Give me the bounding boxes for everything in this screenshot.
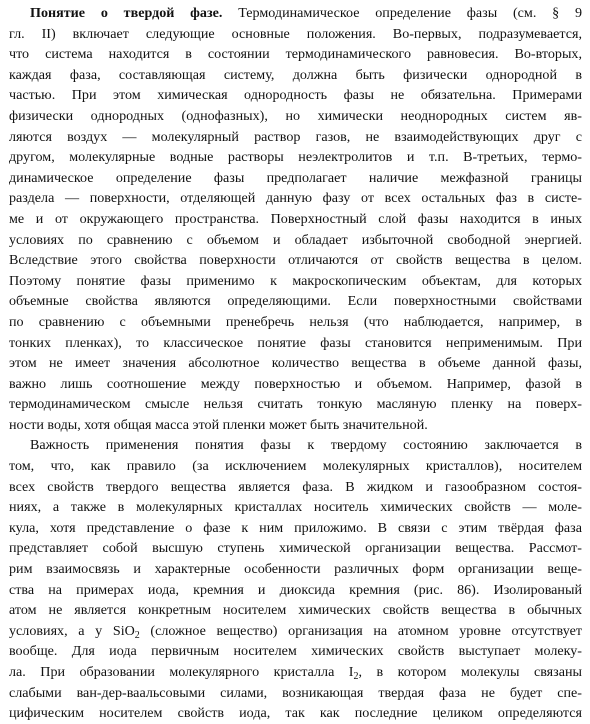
paragraph-2-line: цифическим носителем свойств иода, так как последние целиком определяются (9, 705, 582, 722)
paragraph-2-line-sio2 (9, 621, 582, 642)
sio2-formula-subscript: 2 (134, 629, 140, 641)
i2-line-before: ла. При образовании молекулярного кристалла I (9, 664, 354, 680)
sio2-formula-main: SiO (112, 622, 135, 639)
sio2-line-after: (сложное вещество) организация на атомном уровне отсутствует (139, 622, 582, 639)
paragraph-1-line: объемные свойства являются определяющими. Если поверхностными свойствами (9, 293, 582, 310)
sio2-formula (113, 623, 140, 639)
paragraph-1-line: Вследствие этого свойства поверхности отличаются от свойств вещества в целом. (9, 252, 582, 269)
paragraph-1-line: раздела — поверхности, отделяющей данную фазу от всех остальных фаз в систе- (9, 190, 582, 207)
i2-formula-subscript: 2 (353, 671, 359, 682)
paragraph-1-line: условиях по сравнению с объемом и обладает избыточной свободной энергией. (9, 231, 582, 248)
paragraph-1-last-line: ности воды, хотя общая масса этой пленки может быть значительной. (9, 416, 428, 433)
paragraph-2-line: всех свойств твердого вещества является фаза. В жидком и газообразном состоя- (9, 478, 582, 495)
paragraph-2-line: слабыми ван-дер-ваальсовыми силами, возникающая твердая фаза не будет спе- (9, 684, 582, 701)
paragraph-1-line: каждая фаза, составляющая систему, должна быть физически однородной в (9, 66, 582, 83)
paragraph-2-line: ниях, а также в молекулярных кристаллах носитель химических свойств — моле- (9, 499, 582, 516)
paragraph-1-line: важно лишь соотношение между поверхностью и объемом. Например, фазой в (9, 375, 582, 392)
paragraph-2-line: кула, хотя представление о фазе к ним приложимо. В связи с этим твёрдая фаза (9, 519, 582, 536)
paragraph-2-line-i2 (9, 662, 582, 683)
paragraph-1-line-1 (9, 3, 582, 24)
paragraph-1-line: Поэтому понятие фазы применимо к макроскопическим объектам, для которых (9, 272, 582, 289)
paragraph-1-line: термодинамическом смысле нельзя считать тонкую масляную пленку на поверх- (9, 396, 582, 413)
paragraph-1-line: физически однородных (однофазных), но химически неоднородных систем яв- (9, 107, 582, 124)
paragraph-1-line: по сравнению с объемными пренебречь нельзя (что наблюдается, например, в (9, 313, 582, 330)
paragraph-1-line: этом не имеет значения абсолютное количество вещества в объеме данной фазы, (9, 355, 582, 372)
paragraph-1-line: тонких пленках), то классическое понятие фазы становится неприменимым. При (9, 334, 582, 351)
i2-line-after: , в котором молекулы связаны (358, 664, 582, 680)
paragraph-1-line: другом, молекулярные водные растворы неэлектролитов и т.п. В-третьих, термо- (9, 149, 582, 166)
paragraph-1-line: ляются воздух — молекулярный раствор газов, не взаимодействующих друг с (9, 128, 582, 145)
paragraph-1-line: частью. При этом химическая однородность фазы не обязательна. Примерами (9, 87, 582, 104)
paragraph-2-line: представляет собой высшую ступень химической организации вещества. Рассмот- (9, 540, 582, 557)
paragraph-2-line: том, что, как правило (за исключением молекулярных кристаллов), носителем (9, 458, 582, 475)
section-heading: Понятие о твердой фазе. (30, 5, 223, 21)
paragraph-2-line: рим взаимосвязь и характерные особенности различных форм организации веще- (9, 561, 582, 578)
paragraph-2-line: вообще. Для иода первичным носителем химических свойств выступает молеку- (9, 643, 582, 660)
paragraph-2-line: атом не является конкретным носителем химических свойств вещества в обычных (9, 602, 582, 619)
paragraph-1-line: ме и от окружающего пространства. Поверхностный слой фазы находится в иных (9, 210, 582, 227)
paragraph-1-line: динамическое определение фазы предполагает наличие межфазной границы (9, 169, 582, 186)
paragraph-2-line: ства на примерах иода, кремния и диоксида кремния (рис. 86). Изолированый (9, 581, 582, 598)
paragraph-1-line: что система находится в состоянии термодинамического равновесия. Во-вторых, (9, 46, 582, 63)
paragraph-1-line: гл. II) включает следующие основные положения. Во-первых, подразумевается, (9, 25, 582, 42)
paragraph-2-line-1: Важность применения понятия фазы к твердому состоянию заключается в (30, 437, 582, 454)
paragraph-1-text: Термодинамическое определение фазы (см. § 9 (222, 5, 582, 21)
sio2-line-before: условиях, а у (9, 622, 113, 639)
